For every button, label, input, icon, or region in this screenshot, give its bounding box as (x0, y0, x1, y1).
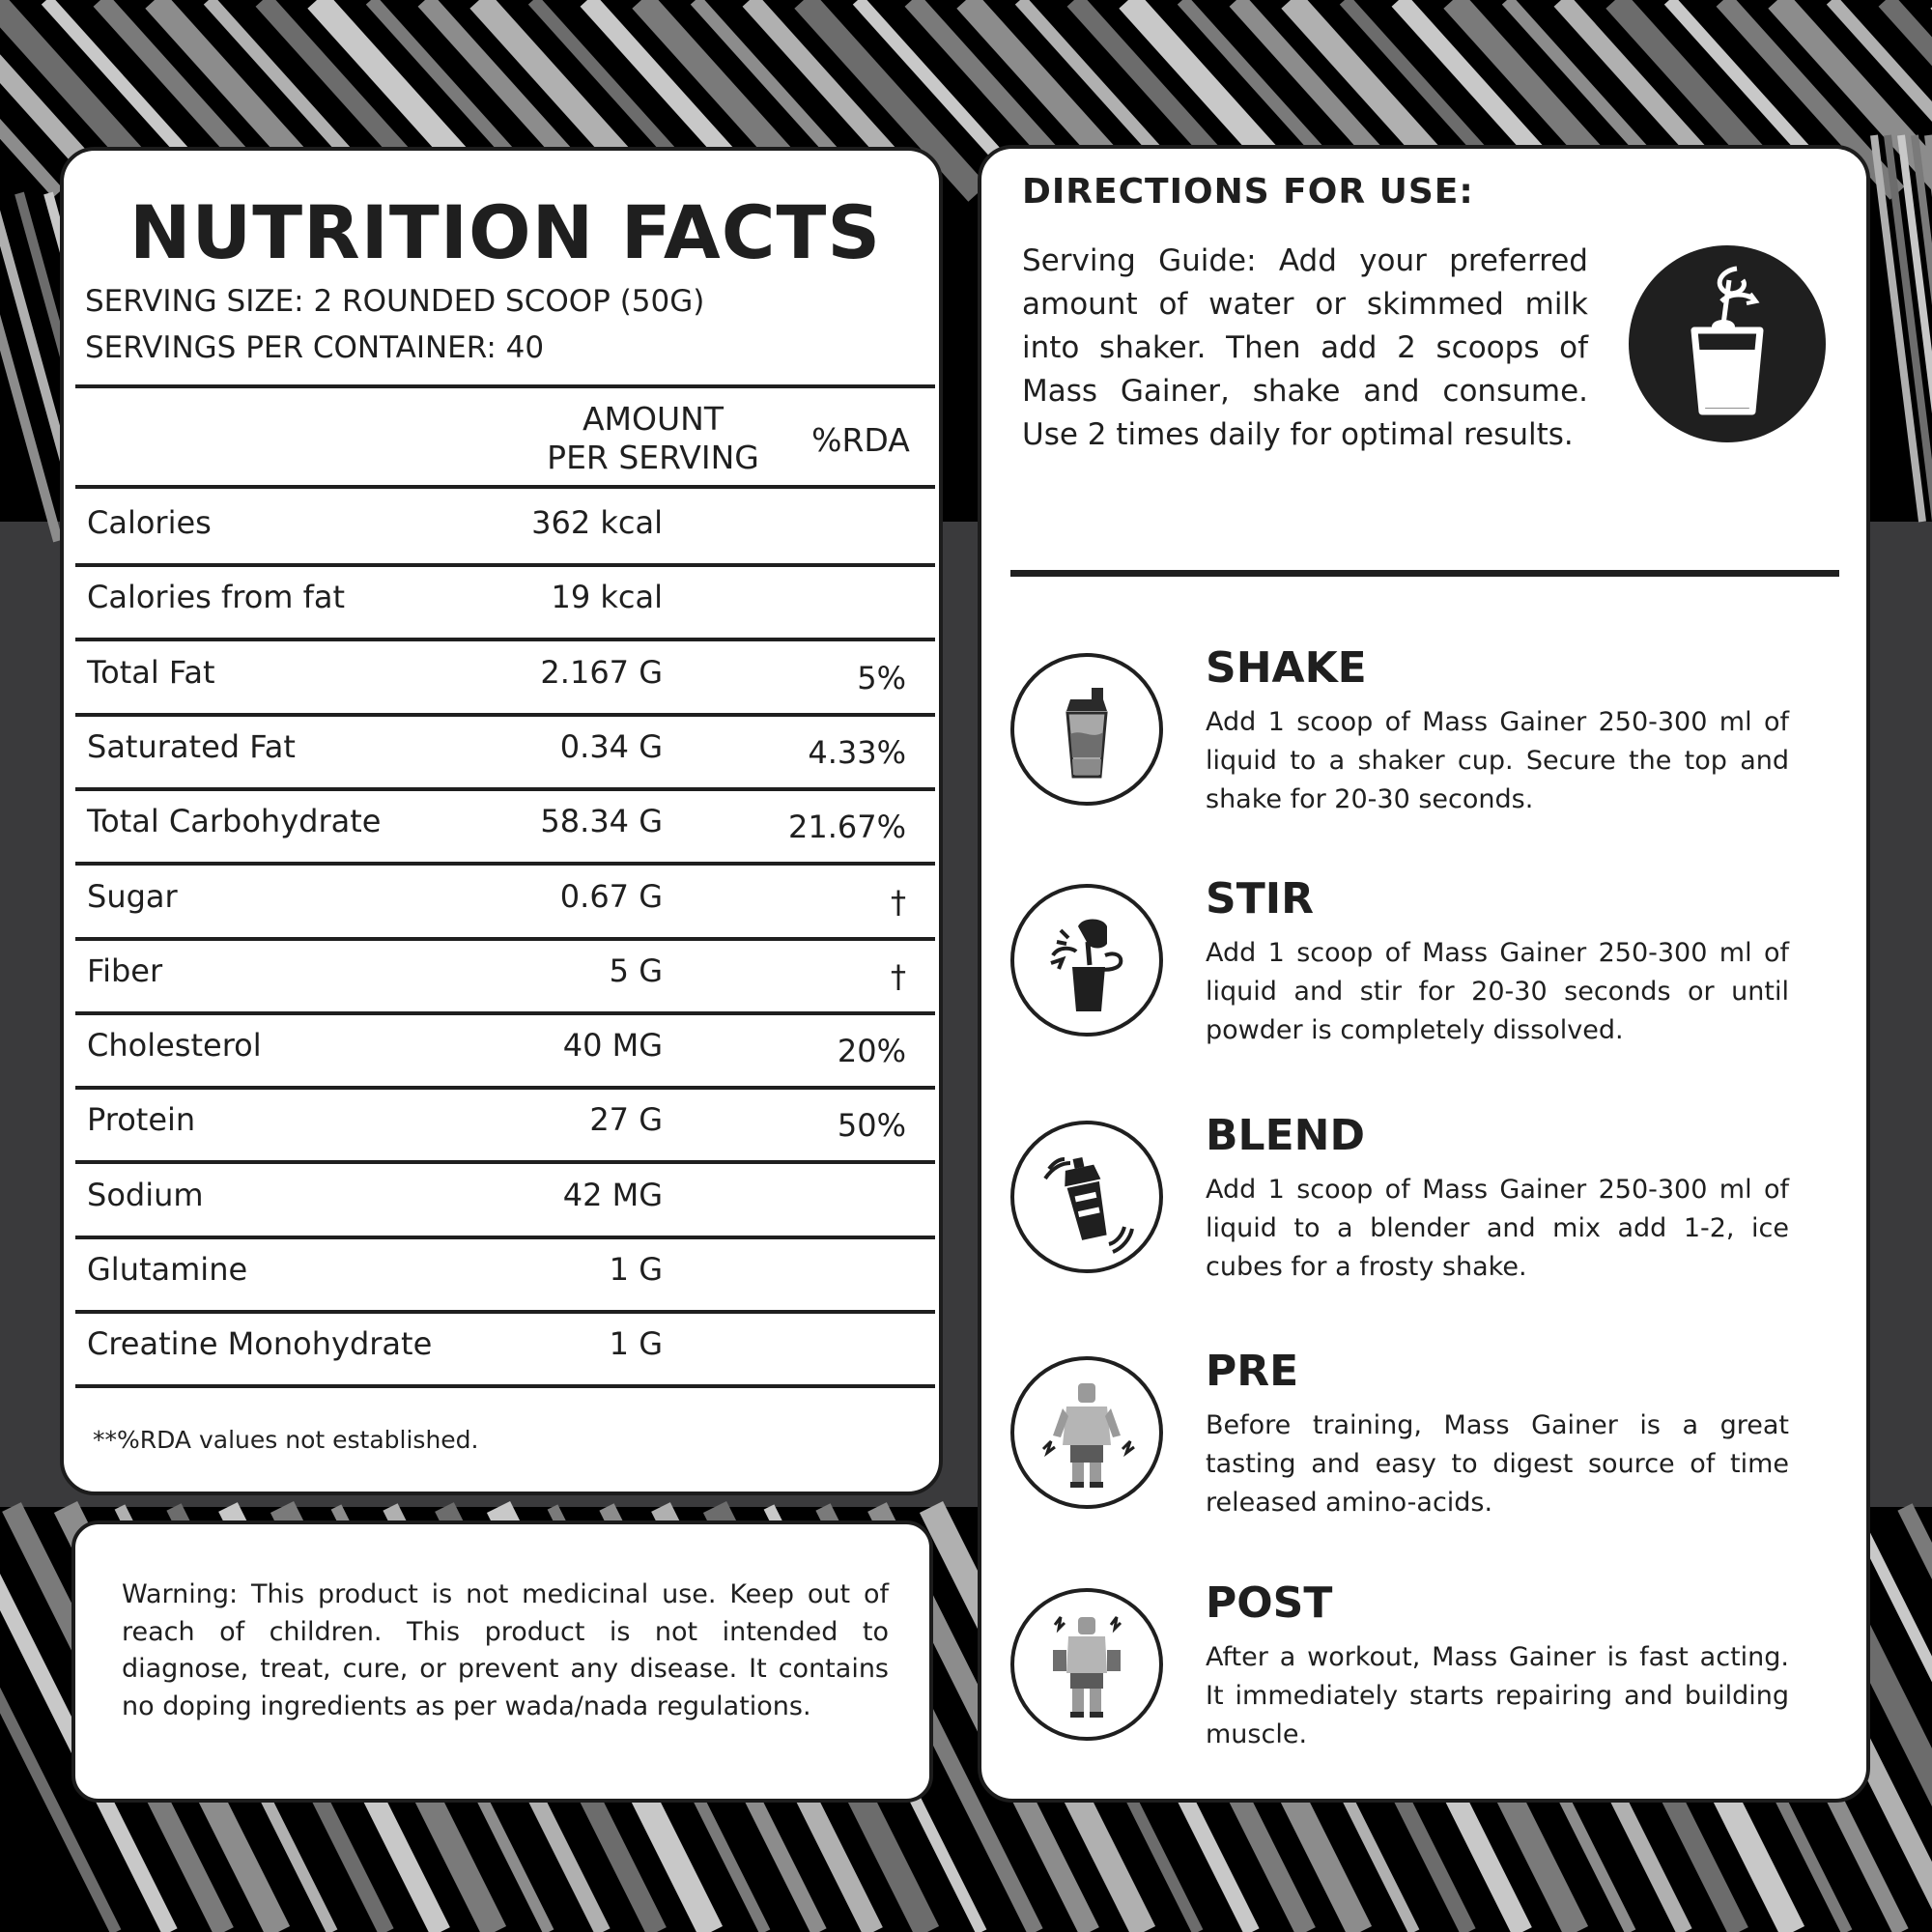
nutrient-amount: 19 kcal (551, 579, 663, 616)
nutrient-rda: 20% (837, 1033, 906, 1070)
step-pre-text: Before training, Mass Gainer is a great tasting and easy to digest source of time released amino-acids. (1206, 1410, 1789, 1518)
nutrition-row (75, 1236, 935, 1314)
servings-per-container: SERVINGS PER CONTAINER: 40 (85, 330, 545, 365)
nutrition-row (75, 787, 935, 866)
serving-size: SERVING SIZE: 2 ROUNDED SCOOP (50G) (85, 284, 705, 319)
step-post-title: POST (1206, 1578, 1333, 1628)
nutrient-amount: 1 G (609, 1251, 663, 1288)
nutrient-name: Protein (87, 1101, 196, 1139)
step-post (981, 1578, 1874, 1781)
step-blend-text: Add 1 scoop of Mass Gainer 250-300 ml of liquid to a blender and mix add 1-2, ice cubes for a frosty shake. (1206, 1175, 1789, 1282)
step-stir-title: STIR (1206, 874, 1314, 923)
step-stir-text: Add 1 scoop of Mass Gainer 250-300 ml of liquid and stir for 20-30 seconds or until powder is completely dissolved. (1206, 938, 1789, 1045)
serving-guide-text: Serving Guide: Add your preferred amount of water or skimmed milk into shaker. Then add 2 scoops of Mass Gainer, shake and consume. Use 2 times daily for optimal results. (1022, 243, 1588, 452)
nutrient-name: Total Carbohydrate (87, 803, 382, 840)
nutrition-row (75, 937, 935, 1015)
step-blend (981, 1111, 1874, 1314)
nutrient-name: Cholesterol (87, 1027, 262, 1065)
nutrient-name: Creatine Monohydrate (87, 1325, 433, 1363)
nutrient-name: Sugar (87, 877, 178, 915)
nutrient-name: Total Fat (87, 653, 215, 691)
blender-icon (1010, 1121, 1163, 1273)
nutrient-name: Glutamine (87, 1251, 248, 1288)
warning-panel (71, 1520, 933, 1803)
step-shake (981, 643, 1874, 846)
nutrition-row (75, 639, 935, 717)
nutrient-rda: 21.67% (787, 809, 906, 846)
rda-column-header: %RDA (811, 421, 910, 459)
rda-footnote: **%RDA values not established. (93, 1426, 479, 1454)
nutrient-amount: 42 MG (562, 1176, 663, 1213)
nutrient-amount: 27 G (589, 1101, 663, 1139)
nutrient-amount: 0.67 G (559, 877, 663, 915)
nutrition-title: NUTRITION FACTS (128, 189, 882, 275)
nutrition-row (75, 489, 935, 567)
nutrition-row (75, 1011, 935, 1090)
step-stir (981, 874, 1874, 1077)
amount-header-line2: PER SERVING (547, 439, 759, 476)
amount-header-line1: AMOUNT (582, 400, 724, 438)
nutrient-rda: † (891, 957, 906, 995)
step-shake-text: Add 1 scoop of Mass Gainer 250-300 ml of liquid to a shaker cup. Secure the top and shake for 20-30 seconds. (1206, 707, 1789, 814)
nutrient-amount: 1 G (609, 1325, 663, 1363)
directions-panel (978, 145, 1870, 1803)
step-pre-title: PRE (1206, 1347, 1299, 1396)
nutrient-name: Fiber (87, 952, 163, 989)
step-blend-title: BLEND (1206, 1111, 1365, 1160)
nutrient-name: Calories from fat (87, 579, 346, 616)
nutrient-amount: 0.34 G (559, 727, 663, 765)
nutrient-amount: 40 MG (562, 1027, 663, 1065)
nutrition-row (75, 1161, 935, 1239)
step-pre (981, 1347, 1874, 1549)
cup-with-scoop-icon (1629, 245, 1826, 442)
header-top-rule (75, 384, 935, 388)
nutrition-row (75, 1086, 935, 1164)
step-shake-title: SHAKE (1206, 643, 1367, 693)
nutrient-name: Sodium (87, 1176, 204, 1213)
nutrient-name: Calories (87, 504, 212, 541)
nutrient-amount: 2.167 G (540, 653, 663, 691)
shaker-bottle-icon (1010, 653, 1163, 806)
nutrient-amount: 362 kcal (531, 504, 663, 541)
nutrient-rda: 5% (857, 659, 906, 696)
nutrient-rda: 50% (837, 1107, 906, 1145)
nutrient-amount: 5 G (609, 952, 663, 989)
nutrition-row (75, 863, 935, 941)
nutrition-row (75, 1310, 935, 1388)
directions-title: DIRECTIONS FOR USE: (1022, 172, 1474, 212)
nutrient-amount: 58.34 G (540, 803, 663, 840)
nutrient-rda: † (891, 883, 906, 921)
nutrition-row (75, 713, 935, 791)
nutrient-name: Saturated Fat (87, 727, 296, 765)
directions-divider (1010, 570, 1839, 577)
stir-glass-icon (1010, 884, 1163, 1037)
nutrition-facts-panel (60, 147, 943, 1495)
warning-text: Warning: This product is not medicinal use. Keep out of reach of children. This product is not intended to diagnose, treat, cure, or prevent any disease. It contains no doping ingredients as per wada/nada regulations. (122, 1579, 889, 1721)
step-post-text: After a workout, Mass Gainer is fast acting. It immediately starts repairing and building muscle. (1206, 1642, 1789, 1749)
nutrition-row (75, 563, 935, 641)
athlete-pre-icon (1010, 1356, 1163, 1509)
nutrient-rda: 4.33% (808, 733, 906, 771)
athlete-post-icon (1010, 1588, 1163, 1741)
